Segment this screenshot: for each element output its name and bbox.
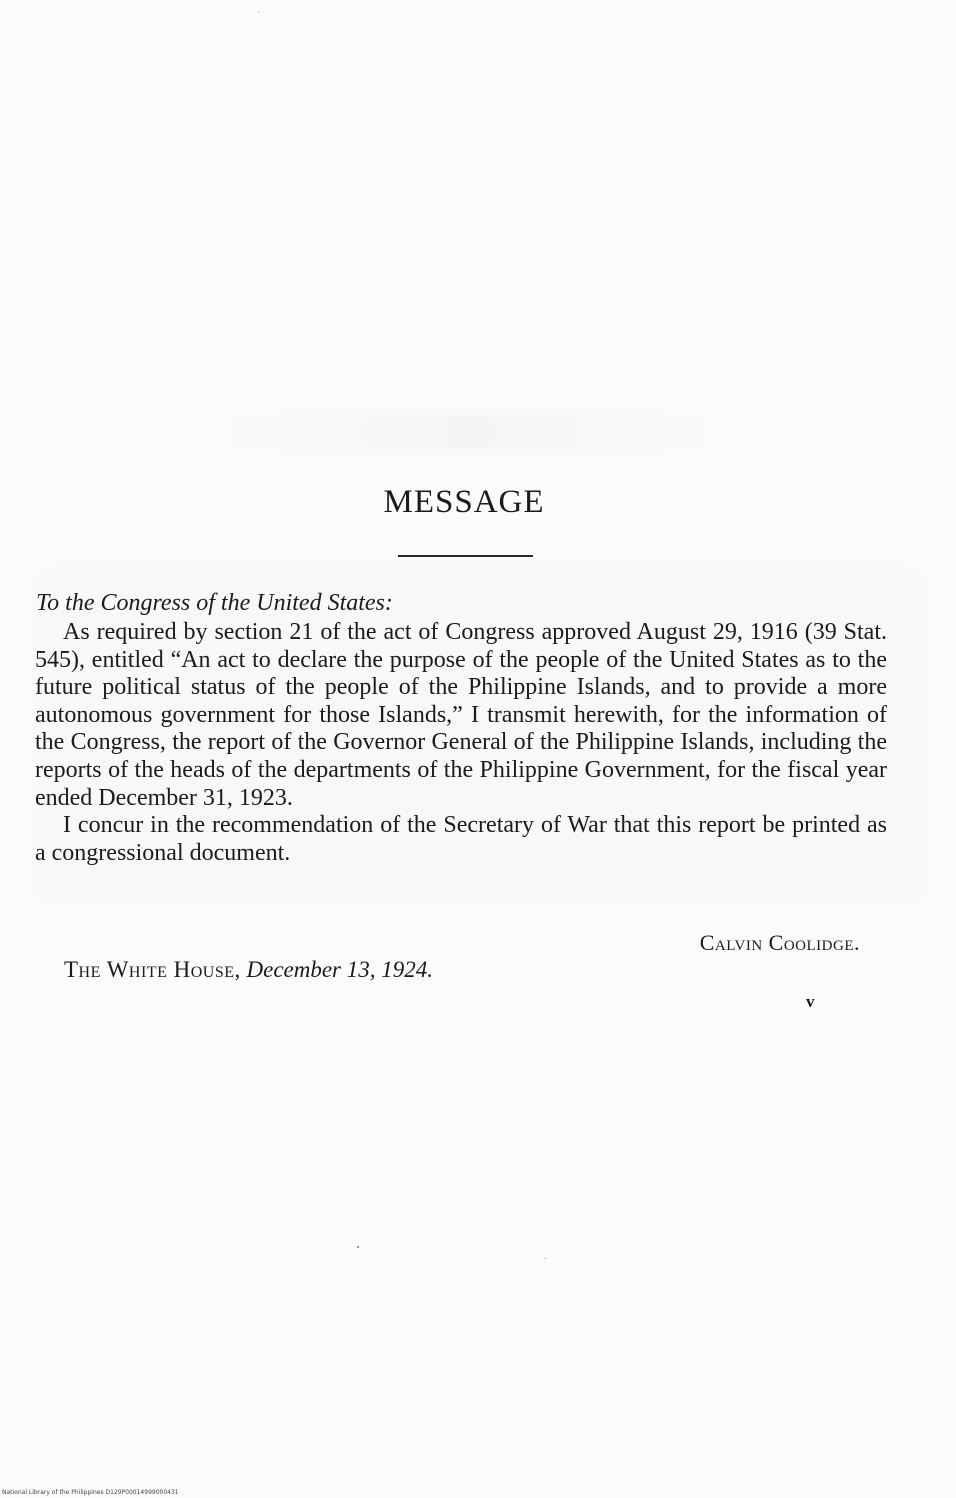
paper-speck: [545, 1258, 546, 1259]
salutation: To the Congress of the United States:: [36, 590, 393, 616]
dateline-place: The White House,: [64, 957, 241, 982]
paper-speck: [357, 1246, 359, 1248]
paragraph-2: I concur in the recommendation of the Secretary of War that this report be printed as a congressional document.: [35, 812, 887, 866]
page-number: v: [806, 992, 815, 1011]
message-body: [35, 619, 887, 867]
paragraph-1: As required by section 21 of the act of Congress approved August 29, 1916 (39 Stat. 545), entitled “An act to declare the purpose of the people of the United States as to the future political status of the people of the Philippine Islands, and to provide a more autonomous government for those Islands,” I transmit herewith, for the information of the Congress, the report of the Governor General of the Philippine Islands, including the reports of the heads of the departments of the Philippine Government, for the fiscal year ended December 31, 1923.: [35, 619, 887, 811]
page-title: MESSAGE: [383, 484, 545, 520]
dateline: [64, 957, 433, 983]
dateline-date: December 13, 1924.: [246, 957, 434, 982]
signature: Calvin Coolidge.: [699, 930, 860, 955]
paper-speck: [258, 12, 259, 13]
bleed-through-shadow: [210, 412, 730, 452]
title-rule: [398, 555, 533, 557]
scan-footer: National Library of the Philippines D129P00014999000431: [2, 1489, 179, 1496]
